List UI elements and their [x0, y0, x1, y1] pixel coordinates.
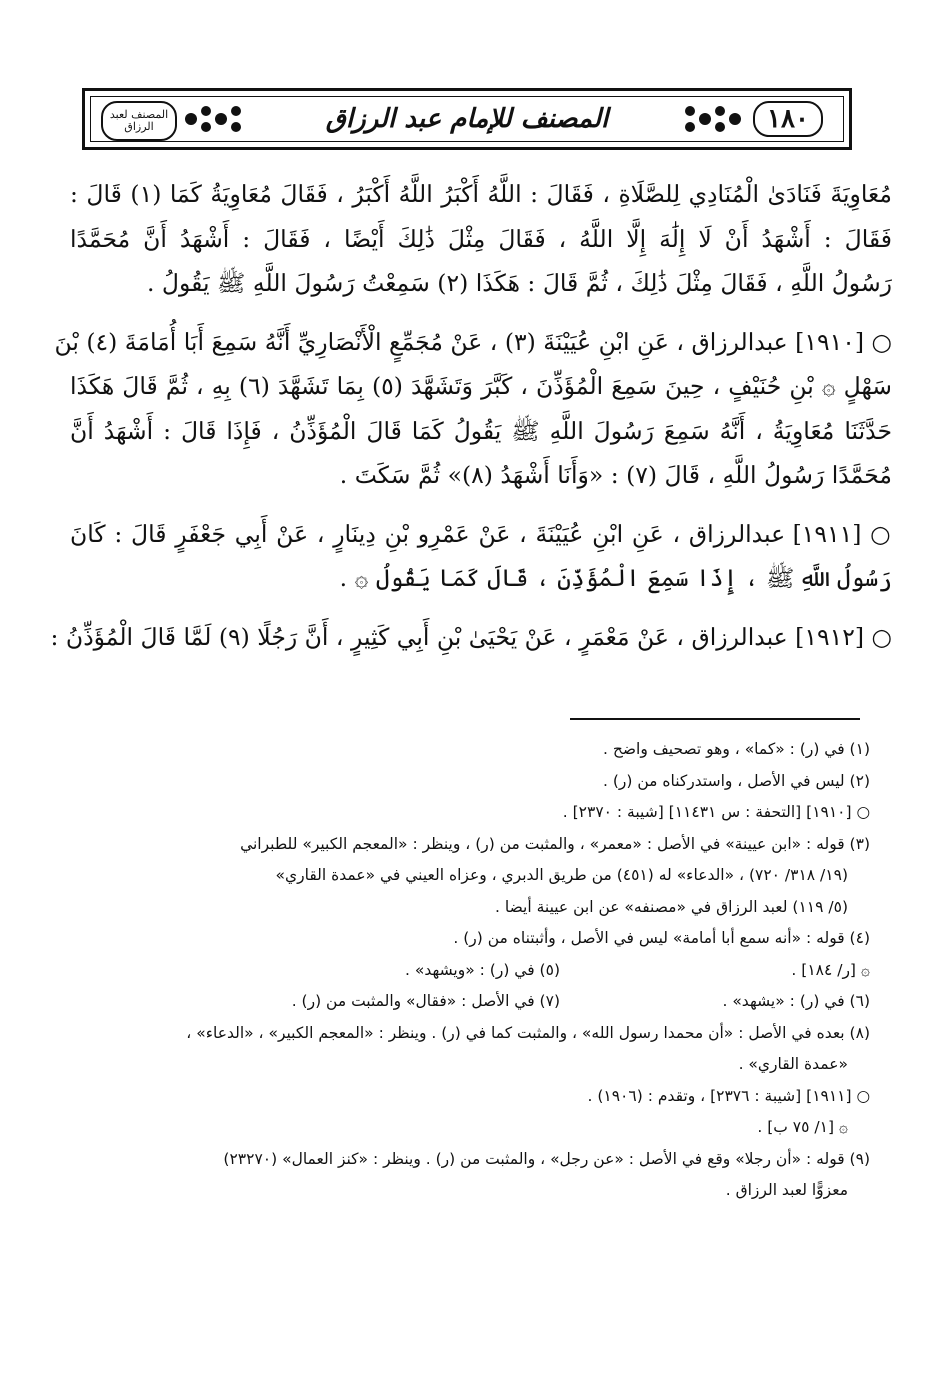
intro-paragraph [70, 172, 892, 306]
footnote-divider [570, 718, 860, 720]
footnote-row [70, 955, 870, 987]
main-text [50, 172, 892, 659]
footnote-5: (٥) في (ر) : «ويشهد» . [404, 960, 560, 979]
hadith-1910 [54, 320, 892, 498]
footnote-9: (٩) قوله : «أن رجلا» وقع في الأصل : «عن رجل» ، والمثبت من (ر) . وينظر : «كنز العمال» (٢٣٢٧٠) [223, 1149, 870, 1168]
footnote-3-cont: (٥/ ١١٩) لعبد الرزاق في «مصنفه» عن ابن عيينة أيضا . [495, 897, 848, 916]
text-line: ○ [١٩١٢] عبدالرزاق ، عَنْ مَعْمَرٍ ، عَنْ يَحْيَىٰ بْنِ أَبِي كَثِيرٍ ، أَنَّ رَجُلًا (٩) لَمَّا قَالَ الْمُؤَذِّنُ : [50, 622, 892, 651]
footnote-4: (٤) قوله : «أنه سمع أبا أمامة» ليس في الأصل ، وأثبتناه من (ر) . [453, 929, 870, 947]
text-line: حَدَّثَنَا مُعَاوِيَةُ ، أَنَّهُ سَمِعَ رَسُولَ اللَّهِ ﷺ يَقُولُ كَمَا قَالَ الْمُؤَذِّنُ ، فَإِذَا قَالَ : أَشْهَدُ أَنَّ [70, 416, 892, 445]
ornament-right-icon [675, 99, 745, 139]
page-number: ١٨٠ [753, 101, 823, 137]
hadith-1912 [50, 615, 892, 660]
text-line: رَسُولُ اللَّهِ ﷺ ، إِذَا سَمِعَ الْمُؤَذِّنَ ، قَالَ كَمَا يَقُولُ ۞ . [339, 564, 892, 592]
footnote-8-cont: «عمدة القاري» . [738, 1055, 848, 1073]
text-line: سَهْلٍ ۞ بْنِ حُنَيْفٍ ، حِينَ سَمِعَ الْمُؤَذِّنَ ، كَبَّرَ وَتَشَهَّدَ (٥) بِمَا تَشَهَّدَ (٦) بِهِ ، ثُمَّ قَالَ هَكَذَا [70, 372, 892, 400]
text-line: مُحَمَّدًا رَسُولُ اللَّهِ ، قَالَ (٧) : «وَأَنَا أَشْهَدُ (٨)» ثُمَّ سَكَتَ . [339, 461, 892, 489]
footnote-row [70, 986, 870, 1018]
footnote-3-cont: (١٩/ ٣١٨/ ٧٢٠) ، «الدعاء» له (٤٥١) من طريق الدبري ، وعزاه العيني في «عمدة القاري» [275, 866, 848, 884]
reference-1910: ○ [١٩١٠] [التحفة : س ١١٤٣١] [شيبة : ٢٣٧٠] . [562, 803, 870, 821]
marker-75b: ۞ [١/ ٧٥ ب] . [757, 1118, 848, 1136]
footnote-2: (٢) ليس في الأصل ، واستدركناه من (ر) . [603, 771, 870, 790]
text-line: ○ [١٩١٠] عبدالرزاق ، عَنِ ابْنِ عُيَيْنَةَ (٣) ، عَنْ مُجَمِّعٍ الْأَنْصَارِيِّ أَنَّهُ سَمِعَ أَبَا أُمَامَةَ (٤) بْنَ [54, 327, 892, 356]
book-badge-text: المصنف لعبد الرزاق [109, 108, 169, 133]
text-line: ○ [١٩١١] عبدالرزاق ، عَنِ ابْنِ عُيَيْنَةَ ، عَنْ عَمْرِو بْنِ دِينَارٍ ، عَنْ أَبِي جَعْفَرٍ قَالَ : كَانَ [70, 519, 892, 548]
footnotes [70, 734, 870, 1207]
footnote-3: (٣) قوله : «ابن عيينة» في الأصل : «معمر» ، والمثبت من (ر) ، وينظر : «المعجم الكبير» للطبراني [240, 834, 870, 853]
page-header [82, 88, 852, 150]
footnote-7: (٧) في الأصل : «فقال» والمثبت من (ر) . [291, 992, 560, 1010]
hadith-1911 [70, 512, 892, 601]
marker-184: ۞ [ر/ ١٨٤] . [791, 960, 870, 979]
text-line: فَقَالَ : أَشْهَدُ أَنْ لَا إِلَٰهَ إِلَّا اللَّهُ ، فَقَالَ مِثْلَ ذَٰلِكَ أَيْضًا ، فَقَالَ : أَشْهَدُ أَنَّ مُحَمَّدًا [70, 224, 892, 253]
text-line: رَسُولُ اللَّهِ ، فَقَالَ مِثْلَ ذَٰلِكَ ، ثُمَّ قَالَ : هَكَذَا (٢) سَمِعْتُ رَسُولَ اللَّهِ ﷺ يَقُولُ . [146, 269, 892, 297]
reference-1911: ○ [١٩١١] [شيبة : ٢٣٧٦] ، وتقدم : (١٩٠٦) . [587, 1086, 870, 1105]
footnote-1: (١) في (ر) : «كما» ، وهو تصحيف واضح . [603, 740, 870, 758]
book-badge [101, 101, 177, 141]
footnote-9-cont: معزوًّا لعبد الرزاق . [725, 1181, 848, 1199]
text-line: مُعَاوِيَةَ فَنَادَىٰ الْمُنَادِي لِلصَّلَاةِ ، فَقَالَ : اللَّهُ أَكْبَرُ اللَّهُ أَكْبَرُ ، فَقَالَ مُعَاوِيَةُ كَمَا (١) قَالَ : [70, 180, 892, 208]
footnote-8: (٨) بعده في الأصل : «أن محمدا رسول الله» ، والمثبت كما في (ر) . وينظر : «المعجم الكبير» ، «الدعاء» ، [186, 1023, 870, 1042]
ornament-left-icon [181, 99, 251, 139]
header-title: المصنف للإمام عبد الرزاق [325, 104, 609, 134]
footnote-6: (٦) في (ر) : «يشهد» . [722, 992, 870, 1010]
